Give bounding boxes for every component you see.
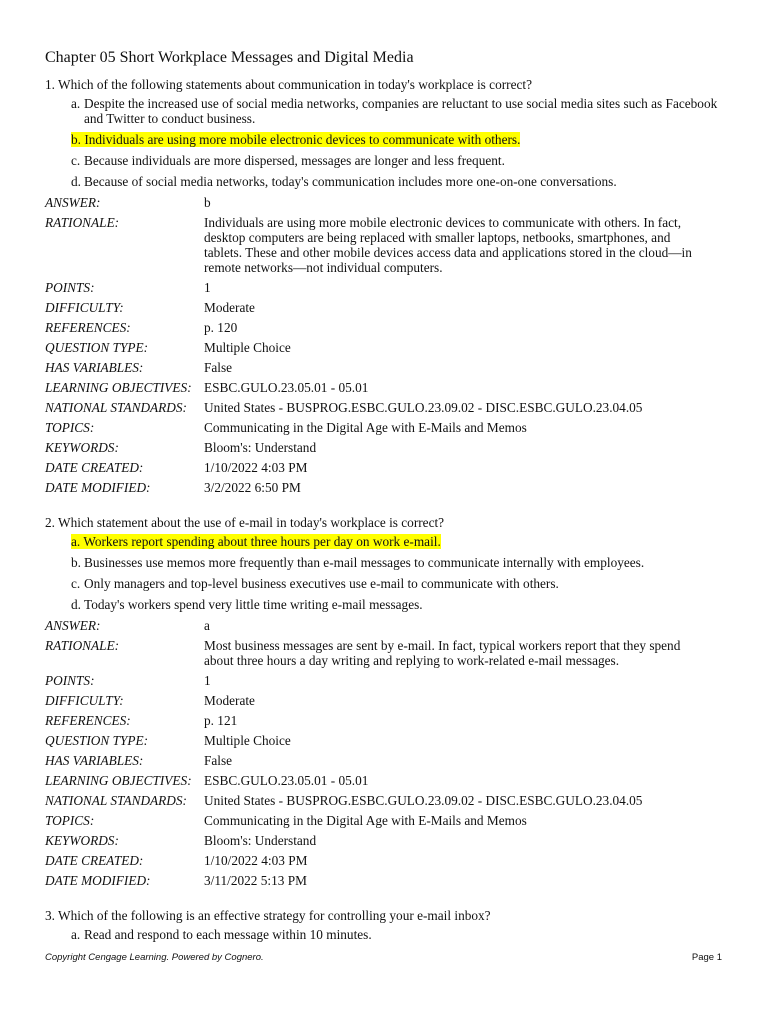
choice-text: Because of social media networks, today's communication includes more one-on-one conversations. [84, 174, 617, 189]
choice-list [71, 96, 735, 189]
meta-row-rationale [45, 215, 735, 275]
choice-text: Despite the increased use of social media networks, companies are reluctant to use social media sites such as Facebook and Twitter to conduct business. [84, 96, 718, 126]
meta-value: 1 [204, 280, 211, 295]
meta-key: DATE MODIFIED: [45, 873, 151, 888]
choice-d [71, 174, 735, 189]
meta-row-answer [45, 195, 735, 210]
meta-key: REFERENCES: [45, 713, 131, 728]
choice-text: Because individuals are more dispersed, messages are longer and less frequent. [84, 153, 505, 168]
meta-value: Most business messages are sent by e-mail. In fact, typical workers report that they spend about three hours a day writing and replying to work-related e-mail messages. [204, 638, 681, 668]
meta-value: Bloom's: Understand [204, 833, 317, 848]
meta-row-has-variables [45, 753, 735, 768]
meta-value: Moderate [204, 693, 255, 708]
question-1 [45, 77, 735, 495]
choice-letter: b. [71, 132, 81, 147]
choice-text: Individuals are using more mobile electronic devices to communicate with others. [84, 132, 521, 147]
meta-value: Individuals are using more mobile electronic devices to communicate with others. In fact, desktop computers are being replaced with smaller laptops, netbooks, smartphones, and tablets. These and other mobile devices access data and applications stored in the cloud—in remote networks—not individual computers. [204, 215, 692, 275]
meta-row-references [45, 713, 735, 728]
meta-value: 1/10/2022 4:03 PM [204, 853, 308, 868]
meta-key: ANSWER: [45, 195, 101, 210]
choice-b [71, 555, 735, 570]
page-number: Page 1 [691, 952, 722, 963]
choice-c [71, 153, 735, 168]
question-2 [45, 515, 735, 888]
meta-key: QUESTION TYPE: [45, 733, 149, 748]
meta-row-question-type [45, 733, 735, 748]
meta-key: DATE MODIFIED: [45, 480, 151, 495]
meta-key: RATIONALE: [45, 215, 120, 230]
meta-row-rationale [45, 638, 735, 668]
meta-key: NATIONAL STANDARDS: [45, 400, 187, 415]
meta-key: NATIONAL STANDARDS: [45, 793, 187, 808]
meta-value: ESBC.GULO.23.05.01 - 05.01 [204, 773, 369, 788]
meta-key: ANSWER: [45, 618, 101, 633]
meta-key: DATE CREATED: [45, 853, 144, 868]
meta-key: TOPICS: [45, 813, 95, 828]
meta-row-question-type [45, 340, 735, 355]
meta-value: Bloom's: Understand [204, 440, 317, 455]
meta-value: Multiple Choice [204, 733, 291, 748]
choice-b-correct [71, 132, 735, 147]
meta-key: TOPICS: [45, 420, 95, 435]
meta-row-date-created [45, 460, 735, 475]
choice-letter: a. [71, 927, 81, 942]
meta-value: Communicating in the Digital Age with E-Mails and Memos [204, 813, 527, 828]
choice-list [71, 927, 735, 942]
highlighted-answer [71, 132, 520, 147]
choice-text: Businesses use memos more frequently than e-mail messages to communicate internally with employees. [84, 555, 645, 570]
meta-key: DIFFICULTY: [45, 300, 124, 315]
meta-key: LEARNING OBJECTIVES: [45, 773, 192, 788]
choice-letter: a. [71, 96, 81, 111]
meta-value: United States - BUSPROG.ESBC.GULO.23.09.02 - DISC.ESBC.GULO.23.04.05 [204, 793, 643, 808]
question-3 [45, 908, 735, 942]
meta-value: 1/10/2022 4:03 PM [204, 460, 308, 475]
choice-letter: a. [71, 534, 81, 549]
meta-key: QUESTION TYPE: [45, 340, 149, 355]
meta-value: Moderate [204, 300, 255, 315]
choice-letter: d. [71, 174, 81, 189]
meta-row-learning-objectives [45, 380, 735, 395]
choice-letter: b. [71, 555, 81, 570]
question-metadata [45, 618, 735, 888]
question-metadata [45, 195, 735, 495]
meta-row-answer [45, 618, 735, 633]
highlighted-answer [71, 534, 441, 549]
meta-key: KEYWORDS: [45, 833, 119, 848]
page-footer [45, 952, 722, 963]
meta-key: HAS VARIABLES: [45, 753, 144, 768]
meta-value: p. 120 [204, 320, 238, 335]
meta-key: HAS VARIABLES: [45, 360, 144, 375]
choice-letter: c. [71, 576, 81, 591]
meta-row-topics [45, 420, 735, 435]
question-text: 3. Which of the following is an effective strategy for controlling your e-mail inbox? [45, 908, 491, 923]
meta-value: p. 121 [204, 713, 238, 728]
meta-row-references [45, 320, 735, 335]
meta-key: DATE CREATED: [45, 460, 144, 475]
choice-a [71, 927, 735, 942]
meta-row-points [45, 673, 735, 688]
meta-row-national-standards [45, 793, 735, 808]
meta-key: POINTS: [45, 673, 95, 688]
meta-row-date-created [45, 853, 735, 868]
meta-row-difficulty [45, 300, 735, 315]
meta-row-national-standards [45, 400, 735, 415]
meta-value: False [204, 360, 233, 375]
meta-key: DIFFICULTY: [45, 693, 124, 708]
meta-row-points [45, 280, 735, 295]
choice-a-correct [71, 534, 735, 549]
meta-key: LEARNING OBJECTIVES: [45, 380, 192, 395]
meta-value: 1 [204, 673, 211, 688]
document-page [45, 47, 735, 962]
choice-d [71, 597, 735, 612]
meta-value: Communicating in the Digital Age with E-Mails and Memos [204, 420, 527, 435]
meta-value: False [204, 753, 233, 768]
choice-text: Workers report spending about three hours per day on work e-mail. [83, 534, 441, 549]
meta-key: KEYWORDS: [45, 440, 119, 455]
meta-value: 3/2/2022 6:50 PM [204, 480, 301, 495]
meta-value: Multiple Choice [204, 340, 291, 355]
meta-row-has-variables [45, 360, 735, 375]
meta-row-date-modified [45, 480, 735, 495]
choice-text: Only managers and top-level business executives use e-mail to communicate with others. [84, 576, 559, 591]
meta-value: a [204, 618, 210, 633]
meta-row-keywords [45, 833, 735, 848]
chapter-title: Chapter 05 Short Workplace Messages and Digital Media [45, 49, 414, 66]
choice-list [71, 534, 735, 612]
meta-row-topics [45, 813, 735, 828]
choice-letter: c. [71, 153, 81, 168]
meta-value: 3/11/2022 5:13 PM [204, 873, 307, 888]
meta-row-date-modified [45, 873, 735, 888]
meta-value: ESBC.GULO.23.05.01 - 05.01 [204, 380, 369, 395]
meta-value: United States - BUSPROG.ESBC.GULO.23.09.02 - DISC.ESBC.GULO.23.04.05 [204, 400, 643, 415]
question-text: 1. Which of the following statements about communication in today's workplace is correct? [45, 77, 532, 92]
meta-row-difficulty [45, 693, 735, 708]
choice-text: Today's workers spend very little time writing e-mail messages. [84, 597, 423, 612]
choice-text: Read and respond to each message within 10 minutes. [84, 927, 372, 942]
question-text: 2. Which statement about the use of e-mail in today's workplace is correct? [45, 515, 445, 530]
choice-c [71, 576, 735, 591]
choice-letter: d. [71, 597, 81, 612]
meta-key: RATIONALE: [45, 638, 120, 653]
meta-row-keywords [45, 440, 735, 455]
choice-a [71, 96, 735, 126]
meta-key: REFERENCES: [45, 320, 131, 335]
meta-key: POINTS: [45, 280, 95, 295]
meta-value: b [204, 195, 211, 210]
copyright-notice: Copyright Cengage Learning. Powered by Cognero. [45, 952, 264, 963]
meta-row-learning-objectives [45, 773, 735, 788]
